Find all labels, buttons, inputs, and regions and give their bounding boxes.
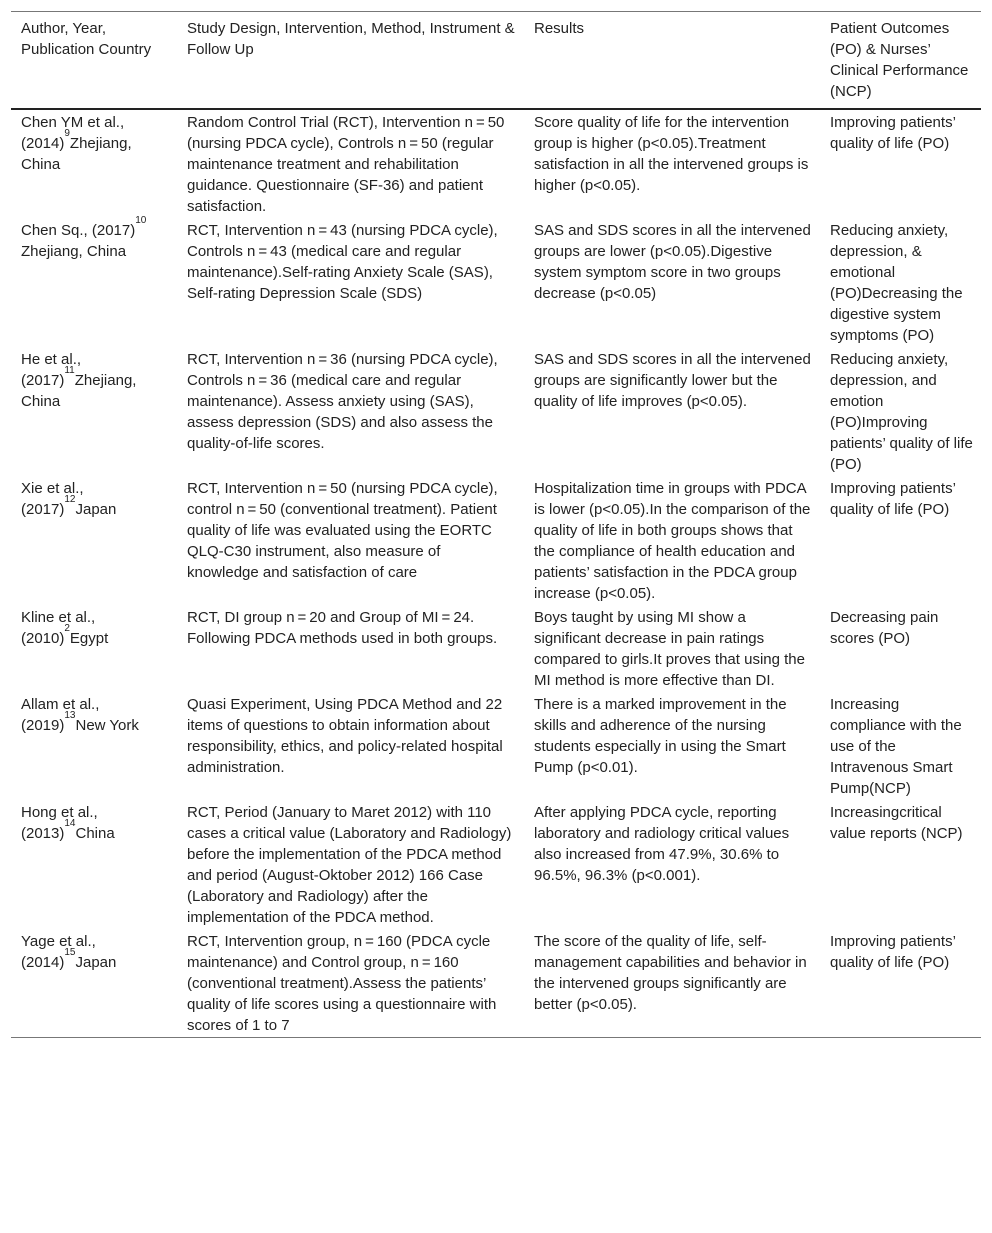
cell-results: There is a marked improvement in the skills and adherence of the nursing students especially in using the Smart Pump (p<0.01). (534, 696, 787, 776)
header-row (11, 12, 981, 109)
header-design: Study Design, Intervention, Method, Instrument & Follow Up (177, 12, 524, 109)
cell-author (11, 692, 177, 800)
country: Zhejiang, China (21, 372, 137, 410)
reference-number: 13 (64, 710, 76, 721)
reference-number: 15 (64, 947, 76, 958)
country: Egypt (69, 630, 109, 647)
cell-author (11, 605, 177, 692)
author-year: He et al., (2017) (21, 351, 82, 389)
cell-results: Score quality of life for the intervention group is higher (p<0.05).Treatment satisfaction in all the intervened groups is higher (p<0.05). (534, 114, 809, 194)
author-year: Allam et al., (2019) (21, 696, 100, 734)
table-body (11, 109, 981, 1037)
table-row (11, 800, 981, 929)
reference-number: 14 (64, 818, 76, 829)
country: Japan (75, 501, 117, 518)
cell-author (11, 347, 177, 476)
author-year: Yage et al., (2014) (21, 933, 96, 971)
reference-number: 9 (64, 128, 70, 139)
studies-table-container (11, 11, 981, 1038)
table-row (11, 476, 981, 605)
table-row (11, 218, 981, 347)
country: Zhejiang, China (21, 243, 127, 260)
cell-author (11, 215, 177, 347)
reference-number: 2 (64, 623, 70, 634)
reference-number: 12 (64, 494, 76, 505)
cell-author (11, 109, 177, 218)
cell-outcome: Increasingcritical value reports (NCP) (830, 804, 963, 842)
cell-outcome: Reducing anxiety, depression, and emotion (PO)Improving patients’ quality of life (PO) (830, 351, 973, 473)
cell-design: RCT, Intervention group, n = 160 (PDCA cycle maintenance) and Control group, n = 160 (conventional treatment).Assess the patients’ quality of life scores using a questionnaire with scores of 1 to 7 (187, 933, 497, 1034)
cell-outcome: Improving patients’ quality of life (PO) (830, 480, 956, 518)
cell-outcome: Decreasing pain scores (PO) (830, 609, 939, 647)
header-outcome: Patient Outcomes (PO) & Nurses’ Clinical Performance (NCP) (820, 12, 981, 109)
header-author: Author, Year, Publication Country (11, 12, 177, 109)
cell-results: After applying PDCA cycle, reporting laboratory and radiology critical values also increased from 47.9%, 30.6% to 96.5%, 96.3% (p<0.001). (534, 804, 790, 884)
table-row (11, 692, 981, 800)
cell-results: Boys taught by using MI show a significant decrease in pain ratings compared to girls.It proves that using the MI method is more effective than DI. (534, 609, 805, 689)
cell-design: Quasi Experiment, Using PDCA Method and 22 items of questions to obtain information about responsibility, ethics, and policy-related hospital administration. (187, 696, 503, 776)
cell-outcome: Improving patients’ quality of life (PO) (830, 114, 956, 152)
cell-outcome: Increasing compliance with the use of the Intravenous Smart Pump(NCP) (830, 696, 962, 797)
cell-author (11, 929, 177, 1037)
country: Japan (75, 954, 117, 971)
cell-outcome: Improving patients’ quality of life (PO) (830, 933, 956, 971)
cell-design: Random Control Trial (RCT), Intervention n = 50 (nursing PDCA cycle), Controls n = 50 (regular maintenance treatment and rehabilitation guidance. Questionnaire (SF-36) and patient satisfaction. (187, 114, 505, 215)
cell-author (11, 476, 177, 605)
table-row (11, 347, 981, 476)
author-year: Xie et al., (2017) (21, 480, 84, 518)
header-results: Results (524, 12, 820, 109)
author-year: Chen YM et al., (2014) (21, 114, 125, 152)
cell-design: RCT, Intervention n = 36 (nursing PDCA cycle), Controls n = 36 (medical care and regular maintenance). Assess anxiety using (SAS), assess depression (SDS) and also assess the quality-of-life scores. (187, 351, 498, 452)
table-row (11, 605, 981, 692)
studies-table (11, 12, 981, 1037)
country: Zhejiang, China (21, 135, 132, 173)
author-year: Kline et al., (2010) (21, 609, 96, 647)
cell-results: Hospitalization time in groups with PDCA is lower (p<0.05).In the comparison of the quality of life in both groups shows that the compliance of health education and patients’ satisfaction in the PDCA group increase (p<0.05). (534, 480, 811, 602)
country: China (75, 825, 115, 842)
cell-outcome: Reducing anxiety, depression, & emotional (PO)Decreasing the digestive system symptoms (PO) (830, 222, 963, 344)
cell-results: The score of the quality of life, self-management capabilities and behavior in the intervened groups significantly are better (p<0.05). (534, 933, 807, 1013)
author-year: Chen Sq., (2017) (21, 222, 136, 239)
cell-design: RCT, Intervention n = 50 (nursing PDCA cycle), control n = 50 (conventional treatment). Patient quality of life was evaluated using the EORTC QLQ-C30 instrument, also measure of knowledge and satisfaction of care (187, 480, 498, 581)
cell-results: SAS and SDS scores in all the intervened groups are significantly lower but the quality of life improves (p<0.05). (534, 351, 811, 410)
author-year: Hong et al., (2013) (21, 804, 98, 842)
country: New York (75, 717, 139, 734)
cell-design: RCT, Intervention n = 43 (nursing PDCA cycle), Controls n = 43 (medical care and regular maintenance).Self-rating Anxiety Scale (SAS), Self-rating Depression Scale (SDS) (187, 222, 498, 302)
table-row (11, 929, 981, 1037)
reference-number: 11 (64, 365, 75, 376)
cell-results: SAS and SDS scores in all the intervened groups are lower (p<0.05).Digestive system symptom score in two groups decrease (p<0.05) (534, 222, 811, 302)
cell-design: RCT, Period (January to Maret 2012) with 110 cases a critical value (Laboratory and Radiology) before the implementation of the PDCA method and period (August-Oktober 2012) 166 Case (Laboratory and Radiology) after the implementation of the PDCA method. (187, 804, 512, 926)
table-row (11, 109, 981, 218)
reference-number: 10 (135, 215, 147, 226)
cell-design: RCT, DI group n = 20 and Group of MI = 24. Following PDCA methods used in both groups. (187, 609, 498, 647)
cell-author (11, 800, 177, 929)
table-header (11, 12, 981, 109)
